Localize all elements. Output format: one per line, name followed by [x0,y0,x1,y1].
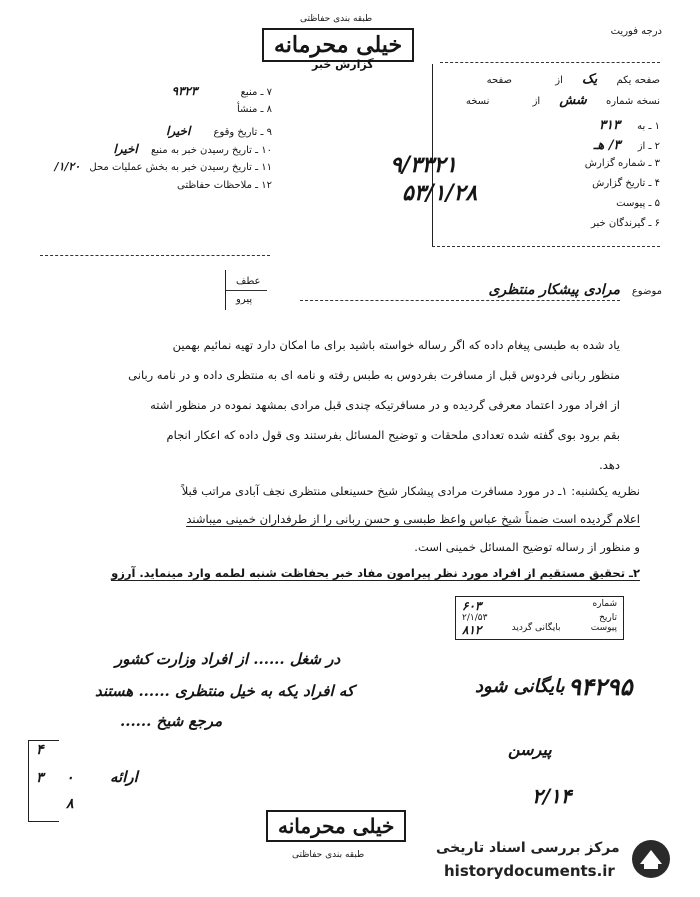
handwritten-report-date: ۵۳/۱/۲۸ [402,180,478,206]
archive-logo-icon [630,838,672,880]
archive-hand-note: بایگانی شود [475,676,565,697]
margin-mark-3: ۰ [66,770,74,786]
watermark-url: historydocuments.ir [444,862,615,880]
field-news-arrival-ops: ۱۱ ـ تاریخ رسیدن خبر به بخش عملیات محل ۱/۲۰/ [54,160,272,173]
body-line-3: از افراد مورد اعتماد معرفی گردیده و در مسافرتیکه چندی قبل مرادی بمشهد نموده در منظور اشته [150,398,620,412]
report-type-subtitle: گزارش خبر [312,58,374,71]
urgency-label: درجه فوریت [610,26,662,37]
hand-note-1: در شغل ...... از افراد وزارت کشور [115,650,341,668]
hand-note-4: ارائه [110,768,138,786]
body-line-5: دهد. [599,458,620,472]
margin-mark-4: ۸ [66,796,74,812]
top-stamp-title: خیلی محرمانه [274,32,403,58]
field-to: ۱ ـ به ۳۱۳ [599,118,660,133]
bottom-stamp-title: خیلی محرمانه [278,814,395,838]
body-line-4: بقم برود بوی گفته شده تعدادی ملحقات و توضیح المسائل بفرستند وی قول داده که اعکار انجام [166,428,620,442]
handwritten-report-number: ۹/۳۳۲۱ [390,152,458,178]
field-security-notes: ۱۲ ـ ملاحظات حفاظتی [177,180,272,191]
top-classification-stamp [262,28,414,62]
note-line-1: نظریه یکشنبه: ۱ـ در مورد مسافرت مرادی پیشکار شیخ حسینعلی منتظری نجف آبادی مراتب قبلاً [181,484,640,498]
field-attachment: ۵ ـ پیوست [616,198,660,209]
field-report-number: ۳ ـ شماره گزارش [584,158,660,169]
body-line-2: منظور ربانی فردوس قبل از مسافرت بفردوس به طبس رفته و نامه ای به منتظری داده و در نامه ربانی [128,368,620,382]
margin-mark-2: ۳ [36,770,44,786]
hand-note-3: مرجع شیخ ...... [120,712,223,730]
hand-date: ۲/۱۴ [532,784,572,808]
bottom-classification-stamp [266,810,406,842]
field-page: صفحه یکم یک از صفحه [486,72,660,87]
field-from: ۲ ـ از ۳/ هـ [593,138,660,153]
note-line-4: ۲ـ تحقیق مستقیم از افراد مورد نظر پیرامون مفاد خبر بحفاظت شنبه لطمه وارد مینماید. آرزو [111,566,640,580]
archive-box-stamp: شماره ۶۰۳ تاریخ ۲/۱/۵۳ پیوست بایگانی گردید ۸۱۲ [455,596,624,640]
margin-mark-1: ۴ [36,742,44,758]
field-news-arrival-source: ۱۰ ـ تاریخ رسیدن خبر به منبع اخیرا [113,142,272,156]
reference-label: عطف [236,276,261,287]
note-line-2: اعلام گردیده است ضمناً شیخ عباس واعظ طبسی و حسن ربانی را از طرفداران خمینی میباشند [186,512,640,526]
field-occurrence-date: ۹ ـ تاریخ وقوع اخیرا [165,124,272,138]
field-origin: ۸ ـ منشأ [236,104,272,115]
hand-note-2: که افراد یکه به خیل منتظری ...... هستند [95,682,355,700]
note-line-3: و منظور از رساله توضیح المسائل خمینی است. [414,540,640,554]
bottom-stamp-caption: طبقه بندی حفاظتی [292,850,365,860]
subject-line: موضوع مرادی پیشکار منتظری [488,282,662,298]
hand-signature: پیرسن [508,740,552,759]
reference-value: پیرو [236,294,253,305]
field-report-date: ۴ ـ تاریخ گزارش [592,178,660,189]
archive-hand-number: ۹۴۲۹۵ [568,672,633,701]
field-recipients: ۶ ـ گیرندگان خبر [590,218,660,229]
watermark-title: مرکز بررسی اسناد تاریخی [436,840,620,856]
field-source: ۷ ـ منبع ۹۳۲۳ [171,84,272,98]
top-stamp-caption: طبقه بندی حفاظتی [300,14,373,24]
field-copy: نسخه شماره شش از نسخه [465,93,660,108]
body-line-1: یاد شده به طبسی پیغام داده که اگر رساله خواسته باشید برای ما امکان دارد تهیه نمائیم بهمین [172,338,620,352]
